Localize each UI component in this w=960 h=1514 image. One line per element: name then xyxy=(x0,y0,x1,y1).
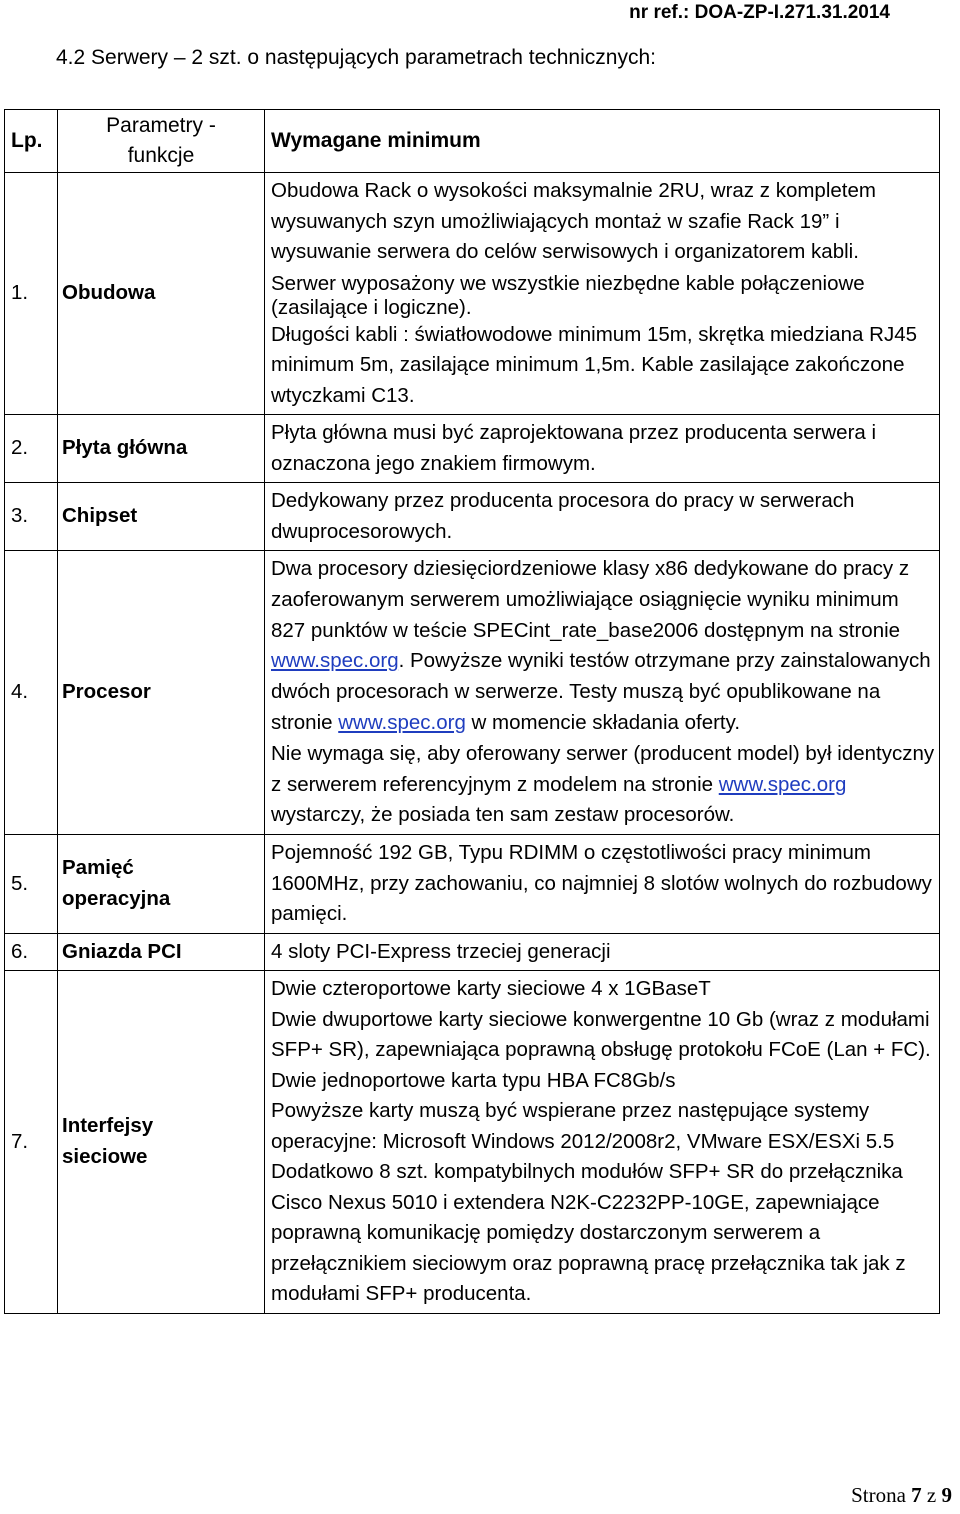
table-row xyxy=(5,971,940,1314)
col-param-header xyxy=(58,110,265,173)
row-number: 5. xyxy=(5,835,58,934)
row-number: 2. xyxy=(5,415,58,483)
table-row xyxy=(5,551,940,835)
row-requirement xyxy=(265,933,940,971)
row-param: Chipset xyxy=(58,483,265,551)
row-param-line2: operacyjna xyxy=(62,886,171,910)
row-requirement xyxy=(265,483,940,551)
row-number: 1. xyxy=(5,173,58,415)
table-row xyxy=(5,415,940,483)
row-number: 3. xyxy=(5,483,58,551)
row-param-line1: Pamięć xyxy=(62,856,134,880)
row-param: Płyta główna xyxy=(58,415,265,483)
row-param: Procesor xyxy=(58,551,265,835)
row-param: Obudowa xyxy=(58,173,265,415)
requirement-text: . Powyższe wyniki testów otrzymane przy zainstalowanych dwóch procesorach w serwerze. Testy muszą być opublikowane na stronie xyxy=(271,649,931,734)
table-row xyxy=(5,173,940,415)
page-footer xyxy=(851,1483,952,1508)
requirement-text: Dodatkowo 8 szt. kompatybilnych modułów SFP+ SR do przełącznika Cisco Nexus 5010 i extendera N2K-C2232PP-10GE, zapewniające poprawną komunikację pomiędzy dostarczonym serwerem a przełącznikiem sieciowym oraz poprawną pracę przełącznika tak jak z modułami SFP+ producenta. xyxy=(271,1160,906,1306)
col-param-header-line2: funkcje xyxy=(127,144,195,167)
table-header-row xyxy=(5,110,940,173)
table-row xyxy=(5,835,940,934)
requirement-text: Serwer wyposażony we wszystkie niezbędne kable połączeniowe (zasilające i logiczne). xyxy=(271,271,865,319)
section-title: 4.2 Serwery – 2 szt. o następujących parametrach technicznych: xyxy=(56,46,656,69)
row-number: 4. xyxy=(5,551,58,835)
requirement-text: Powyższe karty muszą być wspierane przez następujące systemy operacyjne: Microsoft Windows 2012/2008r2, VMware ESX/ESXi 5.5 xyxy=(271,1099,895,1153)
row-requirement xyxy=(265,415,940,483)
requirement-text: Dwie czteroportowe karty sieciowe 4 x 1GBaseT xyxy=(271,977,711,1001)
requirement-text: Obudowa Rack o wysokości maksymalnie 2RU, wraz z kompletem wysuwanych szyn umożliwiających montaż w szafie Rack 19” i wysuwanie serwera do celów serwisowych i organizatorem kabli. xyxy=(271,179,876,263)
requirement-text: Długości kabli : światłowodowe minimum 15m, skrętka miedziana RJ45 minimum 5m, zasilające minimum 1,5m. Kable zasilające zakończone wtyczkami C13. xyxy=(271,322,918,407)
row-param-line1: Interfejsy xyxy=(62,1114,154,1138)
row-requirement xyxy=(265,173,940,415)
requirement-text xyxy=(271,739,935,831)
requirement-text: wystarczy, że posiada ten sam zestaw procesorów. xyxy=(271,803,735,827)
spec-org-link[interactable]: www.spec.org xyxy=(718,772,847,796)
requirement-text: Pojemność 192 GB, Typu RDIMM o częstotliwości pracy minimum 1600MHz, przy zachowaniu, co najmniej 8 slotów wolnych do rozbudowy pamięci. xyxy=(271,841,932,926)
spec-org-link[interactable]: www.spec.org xyxy=(338,710,466,734)
footer-sep: z xyxy=(926,1483,937,1507)
requirement-text: Dwie dwuportowe karty sieciowe konwergentne 10 Gb (wraz z modułami SFP+ SR), zapewniająca poprawną obsługę protokołu FCoE (Lan + FC). xyxy=(271,1007,931,1062)
requirement-text: Nie wymaga się, aby oferowany serwer (producent model) był identyczny z serwerem referencyjnym z modelem na stronie xyxy=(271,741,935,796)
requirement-text: w momencie składania oferty. xyxy=(465,710,741,734)
col-param-header-line1: Parametry - xyxy=(106,114,216,137)
col-lp-header: Lp. xyxy=(5,110,58,173)
row-requirement xyxy=(265,835,940,934)
row-param xyxy=(58,835,265,934)
row-number: 6. xyxy=(5,933,58,971)
row-requirement xyxy=(265,971,940,1314)
table-row xyxy=(5,933,940,971)
col-req-header: Wymagane minimum xyxy=(265,110,940,173)
footer-page: 7 xyxy=(911,1483,922,1507)
footer-label: Strona xyxy=(851,1483,906,1507)
spec-org-link[interactable]: www.spec.org xyxy=(271,649,399,673)
requirement-text: 4 sloty PCI-Express trzeciej generacji xyxy=(271,939,611,963)
row-requirement xyxy=(265,551,940,835)
row-param xyxy=(58,971,265,1314)
reference-number: nr ref.: DOA-ZP-I.271.31.2014 xyxy=(629,2,890,23)
row-number: 7. xyxy=(5,971,58,1314)
footer-total: 9 xyxy=(941,1483,952,1507)
row-param: Gniazda PCI xyxy=(58,933,265,971)
requirement-text: Płyta główna musi być zaprojektowana przez producenta serwera i oznaczona jego znakiem firmowym. xyxy=(271,421,877,475)
requirement-text: Dedykowany przez producenta procesora do pracy w serwerach dwuprocesorowych. xyxy=(271,489,855,543)
spec-table xyxy=(4,109,940,1314)
requirement-text: Dwie jednoportowe karta typu HBA FC8Gb/s xyxy=(271,1068,676,1092)
row-param-line2: sieciowe xyxy=(62,1144,148,1168)
table-row xyxy=(5,483,940,551)
requirement-text: Dwa procesory dziesięciordzeniowe klasy x86 dedykowane do pracy z zaoferowanym serwerem umożliwiające osiągnięcie wyniku minimum 827 punktów w teście SPECint_rate_base2006 dostępnym na stronie xyxy=(271,557,910,642)
